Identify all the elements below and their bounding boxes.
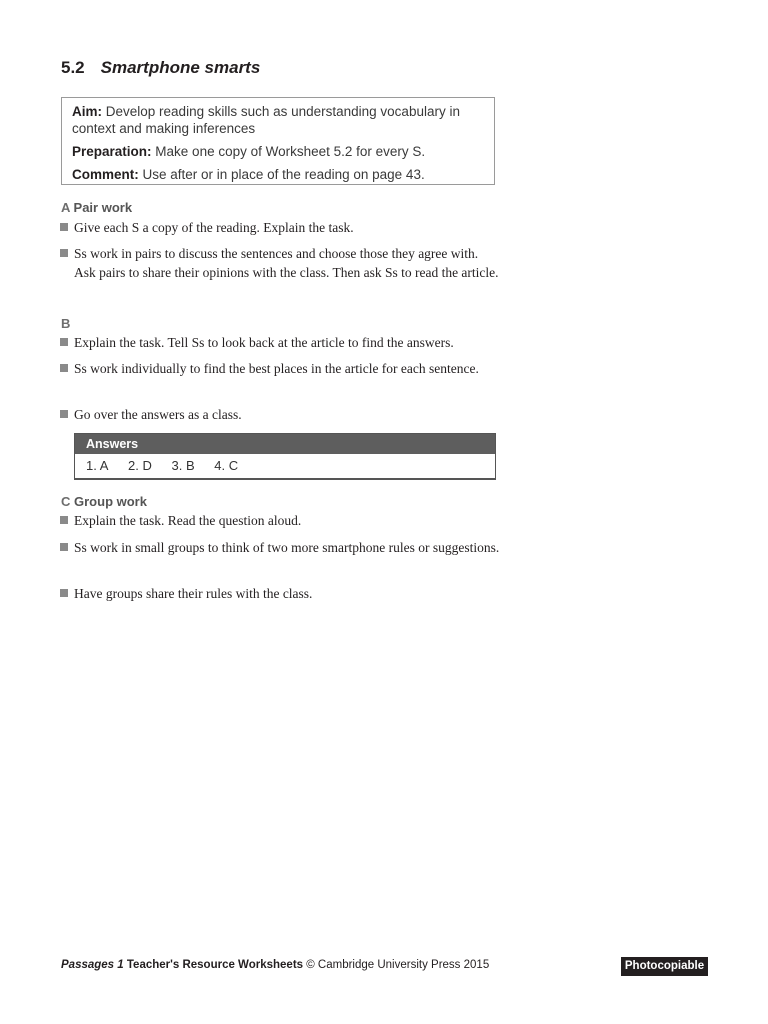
footer-book-title: Passages 1	[61, 959, 124, 971]
bullet-square-icon	[60, 410, 68, 418]
answers-box	[74, 433, 496, 480]
list-item: Explain the task. Tell Ss to look back at the article to find the answers.	[60, 333, 500, 352]
comment-line	[72, 166, 484, 183]
aim-text: Develop reading skills such as understanding vocabulary in context and making inferences	[72, 104, 460, 136]
list-item: Ss work in small groups to think of two more smartphone rules or suggestions.	[60, 538, 500, 557]
page-title	[61, 58, 260, 78]
bullet-square-icon	[60, 223, 68, 231]
section-title: Smartphone smarts	[100, 58, 261, 77]
list-item: Ss work individually to find the best places in the article for each sentence.	[60, 359, 500, 378]
section-c-heading	[61, 494, 147, 509]
answer-item: 1. A	[86, 458, 109, 473]
section-c-letter: C	[61, 494, 71, 509]
preparation-text: Make one copy of Worksheet 5.2 for every S.	[155, 144, 426, 159]
answers-header: Answers	[75, 434, 495, 454]
list-item: Go over the answers as a class.	[60, 405, 500, 424]
footer-series: Teacher's Resource Worksheets	[126, 959, 304, 971]
info-box	[61, 97, 495, 185]
bullet-square-icon	[60, 249, 68, 257]
footer-copyright: © Cambridge University Press 2015	[306, 959, 490, 971]
bullet-square-icon	[60, 589, 68, 597]
answer-item: 2. D	[128, 458, 152, 473]
list-item: Give each S a copy of the reading. Explain the task.	[60, 218, 500, 237]
bullet-square-icon	[60, 364, 68, 372]
section-a-title: Pair work	[73, 200, 133, 215]
answers-row	[75, 454, 495, 478]
comment-text: Use after or in place of the reading on page 43.	[142, 167, 425, 182]
list-item: Ss work in pairs to discuss the sentences and choose those they agree with. Ask pairs to share their opinions with the class. Then ask Ss to read the article.	[60, 244, 500, 282]
list-item: Explain the task. Read the question aloud.	[60, 511, 500, 530]
comment-label: Comment:	[72, 167, 139, 182]
section-a-heading	[61, 200, 132, 215]
page-footer	[61, 959, 489, 971]
preparation-line	[72, 143, 484, 160]
preparation-label: Preparation:	[72, 144, 152, 159]
section-b-letter: B	[61, 316, 71, 331]
bullet-square-icon	[60, 516, 68, 524]
section-b-heading	[61, 316, 70, 331]
section-a-letter: A	[61, 200, 70, 215]
aim-line	[72, 103, 484, 137]
aim-label: Aim:	[72, 104, 102, 119]
answer-item: 3. B	[171, 458, 195, 473]
section-number: 5.2	[61, 58, 85, 77]
bullet-square-icon	[60, 543, 68, 551]
answer-item: 4. C	[214, 458, 239, 473]
bullet-square-icon	[60, 338, 68, 346]
list-item: Have groups share their rules with the class.	[60, 584, 500, 603]
photocopiable-badge: Photocopiable	[621, 957, 708, 976]
section-c-title: Group work	[74, 494, 147, 509]
